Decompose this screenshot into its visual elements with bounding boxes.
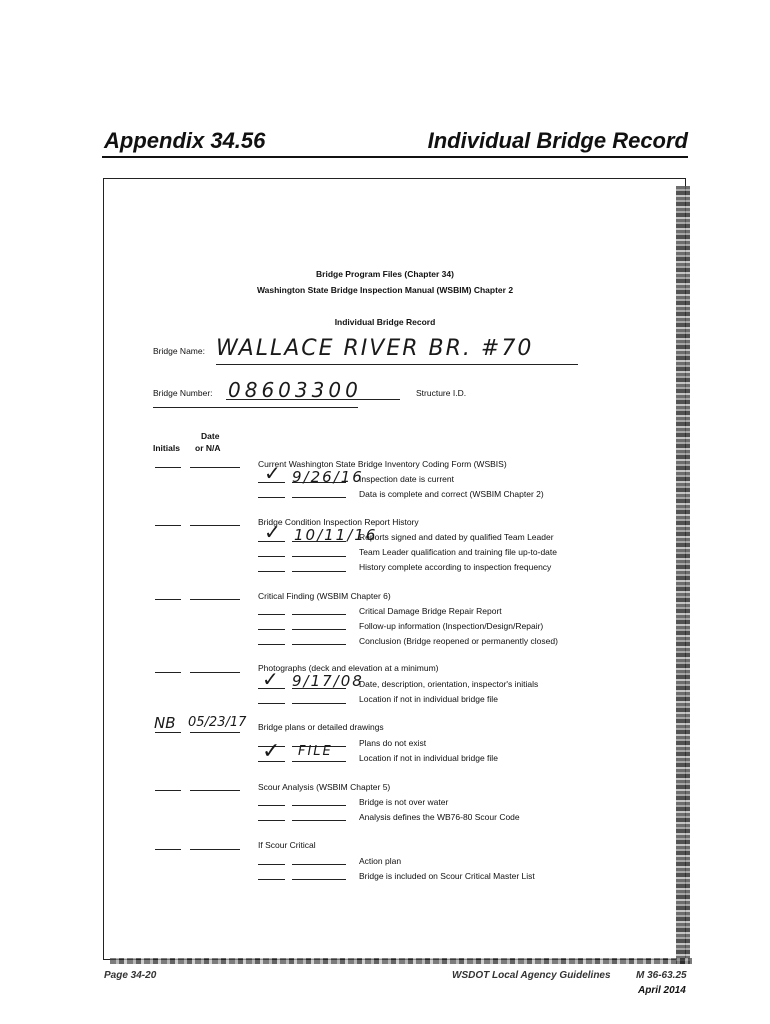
bridge-name-label: Bridge Name: xyxy=(153,346,205,356)
check-mark-icon: ✓ xyxy=(264,522,281,544)
section-title-scour-critical: If Scour Critical xyxy=(258,840,316,850)
check-line xyxy=(258,614,285,615)
manual-number: M 36-63.25 xyxy=(636,970,687,981)
column-or-na: or N/A xyxy=(195,443,221,453)
section-title-wsbis: Current Washington State Bridge Inventory Coding Form (WSBIS) xyxy=(258,459,507,469)
date-line xyxy=(190,732,240,733)
item-date-line xyxy=(292,864,346,865)
item-date-handwritten: 9/26/16 xyxy=(292,468,364,486)
item-text: Location if not in individual bridge file xyxy=(359,753,498,763)
date-line xyxy=(190,599,240,600)
publication-title: WSDOT Local Agency Guidelines xyxy=(452,970,611,981)
item-date-line xyxy=(292,571,346,572)
appendix-heading: Appendix 34.56 xyxy=(104,128,266,153)
item-text: Location if not in individual bridge file xyxy=(359,694,498,704)
check-mark-icon: ✓ xyxy=(262,738,281,763)
scan-artifact-bottom xyxy=(110,958,692,964)
check-line xyxy=(258,497,285,498)
scan-artifact-right xyxy=(676,186,690,964)
wsbim-line: Washington State Bridge Inspection Manual (WSBIM) Chapter 2 xyxy=(256,285,514,295)
item-date-line xyxy=(292,761,346,762)
item-text: Follow-up information (Inspection/Design/Repair) xyxy=(359,621,544,631)
check-line xyxy=(258,556,285,557)
item-date-line xyxy=(292,820,346,821)
header-rule xyxy=(102,156,688,158)
initials-line xyxy=(155,672,181,673)
initials-line xyxy=(155,849,181,850)
item-text: Inspection date is current xyxy=(359,474,454,484)
separator-line xyxy=(153,407,358,408)
date-line xyxy=(190,525,240,526)
item-text: Action plan xyxy=(359,856,402,866)
section-initials-handwritten: NB xyxy=(154,714,176,732)
item-date-line xyxy=(292,556,346,557)
check-line xyxy=(258,629,285,630)
item-date-line xyxy=(292,703,346,704)
item-text: Date, description, orientation, inspector's initials xyxy=(359,679,539,689)
item-text: Conclusion (Bridge reopened or permanently closed) xyxy=(359,636,558,646)
check-line xyxy=(258,805,285,806)
item-text: Team Leader qualification and training file up-to-date xyxy=(359,547,557,557)
check-line xyxy=(258,703,285,704)
item-date-line xyxy=(292,614,346,615)
check-line xyxy=(258,820,285,821)
structure-id-label: Structure I.D. xyxy=(416,388,467,398)
item-date-line xyxy=(292,879,346,880)
initials-line xyxy=(155,790,181,791)
program-files-line: Bridge Program Files (Chapter 34) xyxy=(316,269,454,279)
initials-line xyxy=(155,525,181,526)
bridge-number-line xyxy=(226,399,400,400)
item-text: Data is complete and correct (WSBIM Chapter 2) xyxy=(359,489,544,499)
bridge-name-line xyxy=(216,364,578,365)
section-title-scour-analysis: Scour Analysis (WSBIM Chapter 5) xyxy=(258,782,391,792)
check-mark-icon: ✓ xyxy=(262,669,279,691)
bridge-name-value: WALLACE RIVER BR. #70 xyxy=(216,336,534,361)
initials-line xyxy=(155,599,181,600)
form-title: Individual Bridge Record xyxy=(334,317,436,327)
item-date-handwritten: 10/11/16 xyxy=(294,526,378,544)
item-date-line xyxy=(292,629,346,630)
item-date-line xyxy=(292,497,346,498)
check-line xyxy=(258,864,285,865)
check-line xyxy=(258,571,285,572)
item-text: Critical Damage Bridge Repair Report xyxy=(359,606,502,616)
initials-line xyxy=(155,467,181,468)
section-title-photographs: Photographs (deck and elevation at a minimum) xyxy=(258,663,439,673)
check-line xyxy=(258,644,285,645)
page-number: Page 34-20 xyxy=(104,970,157,981)
item-date-handwritten: 9/17/08 xyxy=(292,672,364,690)
bridge-number-value: 08603300 xyxy=(228,378,362,402)
column-date: Date xyxy=(201,431,220,441)
item-text: Bridge is not over water xyxy=(359,797,449,807)
check-mark-icon: ✓ xyxy=(264,463,281,485)
item-text: History complete according to inspection frequency xyxy=(359,562,552,572)
item-text: Bridge is included on Scour Critical Master List xyxy=(359,871,535,881)
column-initials: Initials xyxy=(153,443,180,453)
section-title-bridge-plans: Bridge plans or detailed drawings xyxy=(258,722,384,732)
record-heading: Individual Bridge Record xyxy=(427,128,688,153)
section-title-inspection-history: Bridge Condition Inspection Report History xyxy=(258,517,419,527)
check-line xyxy=(258,879,285,880)
date-line xyxy=(190,849,240,850)
section-date-handwritten: 05/23/17 xyxy=(188,715,247,730)
date-line xyxy=(190,467,240,468)
initials-line xyxy=(155,732,181,733)
item-date-line xyxy=(292,805,346,806)
date-line xyxy=(190,790,240,791)
item-text: Reports signed and dated by qualified Team Leader xyxy=(359,532,554,542)
section-title-critical-finding: Critical Finding (WSBIM Chapter 6) xyxy=(258,591,391,601)
item-text: Plans do not exist xyxy=(359,738,427,748)
date-line xyxy=(190,672,240,673)
item-date-line xyxy=(292,644,346,645)
publication-date: April 2014 xyxy=(638,985,686,996)
bridge-number-label: Bridge Number: xyxy=(153,388,213,398)
item-date-handwritten: FILE xyxy=(298,744,333,759)
item-text: Analysis defines the WB76-80 Scour Code xyxy=(359,812,520,822)
